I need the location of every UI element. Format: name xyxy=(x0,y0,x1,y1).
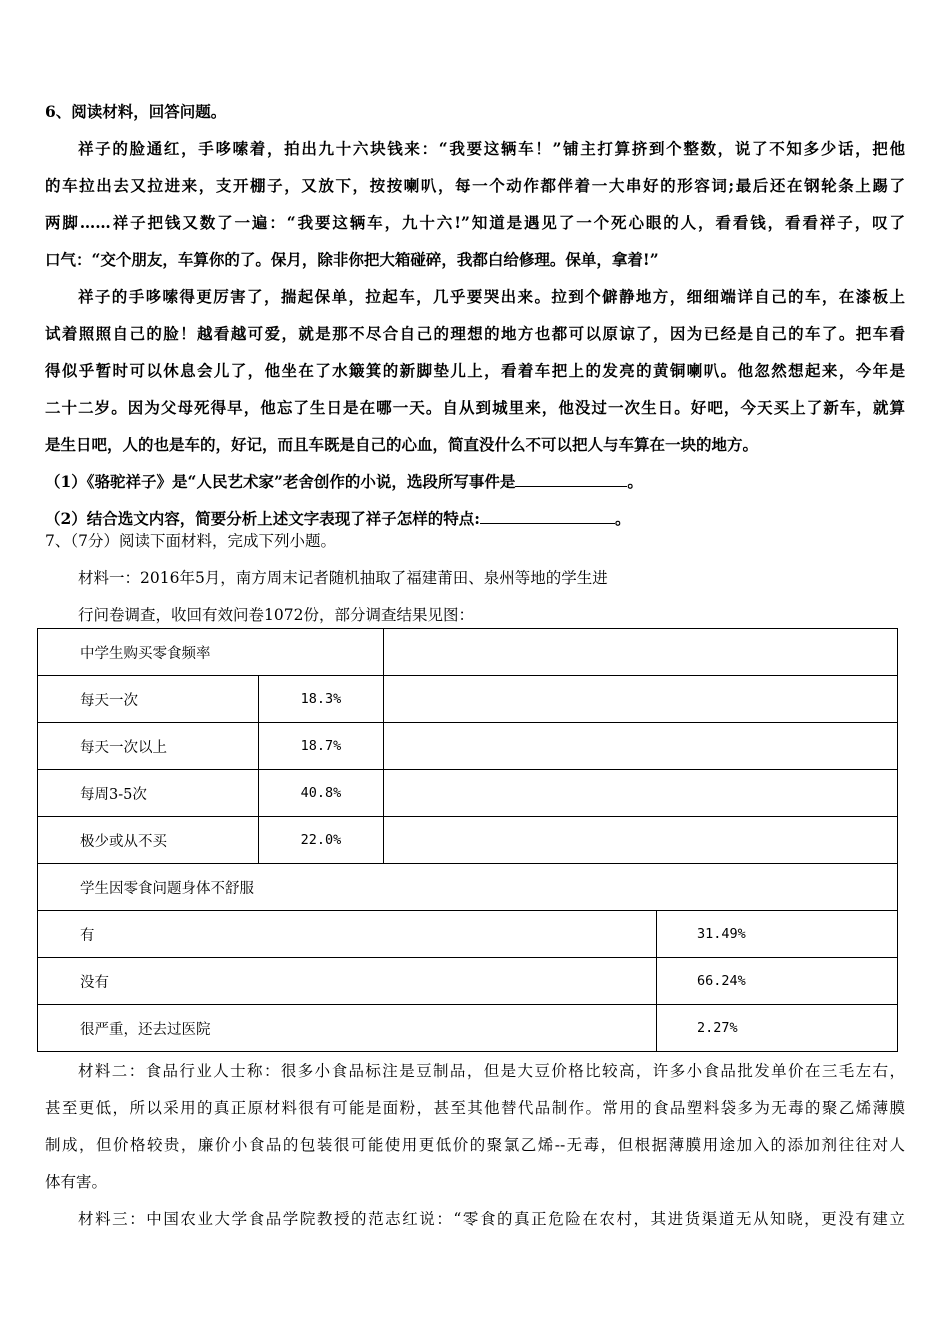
table1-header-row xyxy=(38,629,898,676)
para-line: 祥子的脸通红，手哆嗦着，拍出九十六块钱来：“我要这辆车！”铺主打算挤到个整数，说了不知多少话，把他 xyxy=(78,139,905,158)
empty-cell xyxy=(384,676,898,723)
para-line: 祥子的手哆嗦得更厉害了，揣起保单，拉起车，几乎要哭出来。拉到个僻静地方，细细端详自己的车，在漆板上 xyxy=(78,287,905,306)
para-line: 两脚……祥子把钱又数了一遍：“我要这辆车，九十六!”知道是遇见了一个死心眼的人，看看钱，看看祥子，叹了 xyxy=(45,213,905,232)
sub-question-2-text: （2）结合选文内容，简要分析上述文字表现了祥子怎样的特点: xyxy=(45,509,481,528)
table2-header-row xyxy=(38,864,898,911)
table1-header: 中学生购买零食频率 xyxy=(38,629,384,676)
empty-cell xyxy=(384,723,898,770)
material-1-line: 材料一：2016年5月，南方周末记者随机抽取了福建莆田、泉州等地的学生进 xyxy=(78,569,608,587)
row-value: 2.27% xyxy=(657,1005,898,1052)
row-value: 40.8% xyxy=(259,770,384,817)
period: 。 xyxy=(615,509,631,528)
material-3-line: 材料三：中国农业大学食品学院教授的范志红说：“零食的真正危险在农村，其进货渠道无从知晓，更没有建立 xyxy=(78,1210,905,1228)
question-7 xyxy=(45,523,905,634)
table-row xyxy=(38,911,898,958)
q7-title: 7、（7分）阅读下面材料，完成下列小题。 xyxy=(45,532,336,550)
material-2-line: 材料二：食品行业人士称：很多小食品标注是豆制品，但是大豆价格比较高，许多小食品批发单价在三毛左右， xyxy=(78,1062,905,1080)
empty-cell xyxy=(384,770,898,817)
table-row xyxy=(38,817,898,864)
empty-cell xyxy=(384,817,898,864)
question-6 xyxy=(45,93,905,537)
q6-title: 6、阅读材料，回答问题。 xyxy=(45,102,227,121)
material-2-line: 体有害。 xyxy=(45,1173,108,1191)
para-line: 二十二岁。因为父母死得早，他忘了生日是在哪一天。自从到城里来，他没过一次生日。好吧，今天买上了新车，就算 xyxy=(45,398,905,417)
row-value: 31.49% xyxy=(657,911,898,958)
row-label: 有 xyxy=(38,911,657,958)
materials-2-3 xyxy=(45,1053,905,1238)
sub-question-1 xyxy=(45,463,905,500)
period: 。 xyxy=(627,472,643,491)
row-value: 18.3% xyxy=(259,676,384,723)
row-label: 每天一次 xyxy=(38,676,259,723)
sub-question-1-text: （1）《骆驼祥子》是“人民艺术家”老舍创作的小说，选段所写事件是 xyxy=(45,472,516,491)
para-line: 得似乎暂时可以休息会儿了，他坐在了水簸箕的新脚垫儿上，看着车把上的发亮的黄铜喇叭。他忽然想起来，今年是 xyxy=(45,361,905,380)
row-label: 极少或从不买 xyxy=(38,817,259,864)
row-label: 每周3-5次 xyxy=(38,770,259,817)
row-value: 18.7% xyxy=(259,723,384,770)
table-row xyxy=(38,958,898,1005)
row-label: 没有 xyxy=(38,958,657,1005)
material-1-line: 行问卷调查，收回有效问卷1072份，部分调查结果见图： xyxy=(78,606,474,624)
table-row xyxy=(38,723,898,770)
row-value: 22.0% xyxy=(259,817,384,864)
table-row xyxy=(38,1005,898,1052)
row-label: 每天一次以上 xyxy=(38,723,259,770)
answer-blank-1[interactable] xyxy=(515,468,627,487)
table-row xyxy=(38,770,898,817)
answer-blank-2[interactable] xyxy=(480,505,615,524)
table2-header: 学生因零食问题身体不舒服 xyxy=(38,864,898,911)
material-2-line: 制成，但价格较贵，廉价小食品的包装很可能使用更低价的聚氯乙烯--无毒，但根据薄膜用途加入的添加剂往往对人 xyxy=(45,1136,905,1154)
material-2-line: 甚至更低，所以采用的真正原材料很有可能是面粉，甚至其他替代品制作。常用的食品塑料袋多为无毒的聚乙烯薄膜 xyxy=(45,1099,905,1117)
survey-table xyxy=(37,628,898,1052)
empty-cell xyxy=(384,629,898,676)
para-line: 试着照照自己的脸！越看越可爱，就是那不尽合自己的理想的地方也都可以原谅了，因为已经是自己的车了。把车看 xyxy=(45,324,905,343)
row-label: 很严重，还去过医院 xyxy=(38,1005,657,1052)
row-value: 66.24% xyxy=(657,958,898,1005)
para-line: 的车拉出去又拉进来，支开棚子，又放下，按按喇叭，每一个动作都伴着一大串好的形容词;最后还在钢轮条上踢了 xyxy=(45,176,905,195)
table-row xyxy=(38,676,898,723)
para-line: 是生日吧，人的也是车的，好记，而且车既是自己的心血，简直没什么不可以把人与车算在一块的地方。 xyxy=(45,435,759,454)
para-line: 口气：“交个朋友，车算你的了。保月，除非你把大箱碰碎，我都白给修理。保单，拿着!” xyxy=(45,250,659,269)
